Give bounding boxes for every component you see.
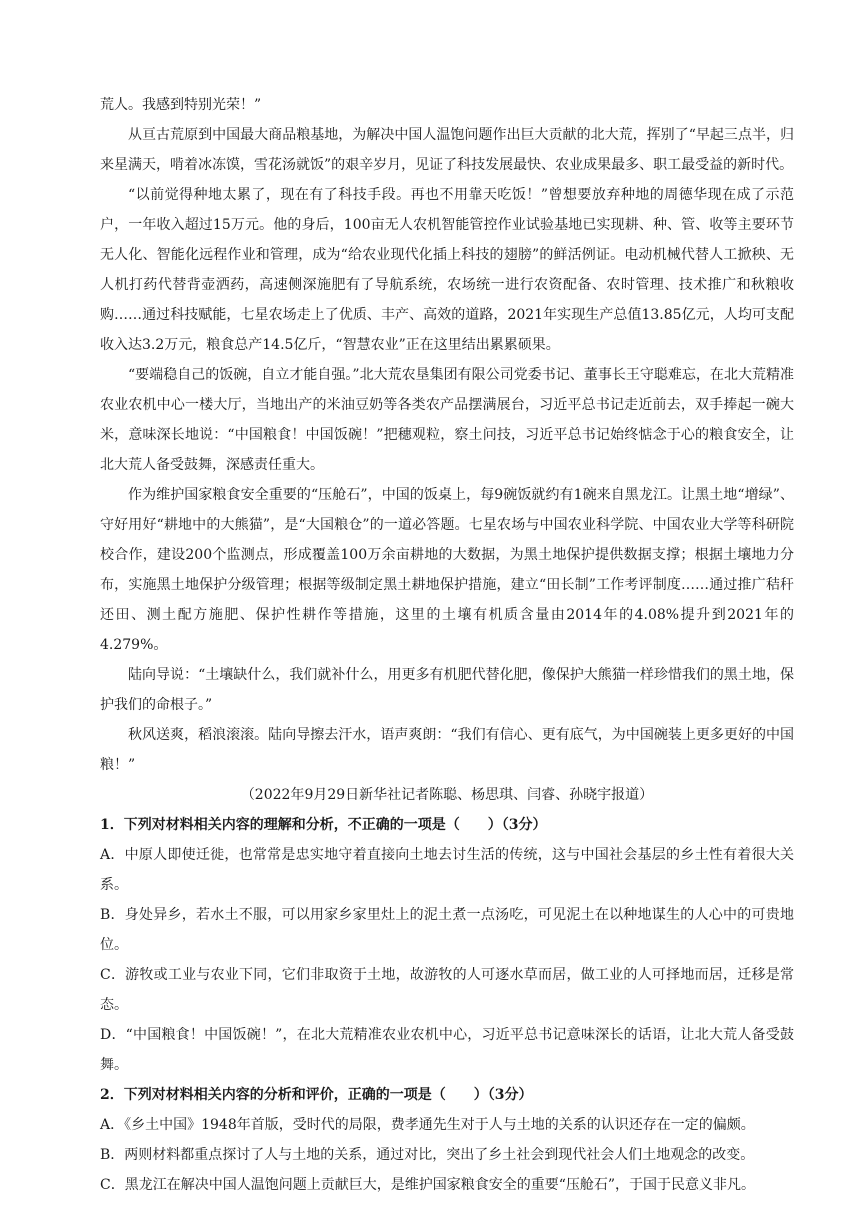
article-paragraph-5: 陆向导说：“土壤缺什么，我们就补什么，用更多有机肥代替化肥，像保护大熊猫一样珍惜我们的黑土地，保护我们的命根子。” xyxy=(100,667,794,713)
question-1-option-c: C．游牧或工业与农业下同，它们非取资于土地，故游牧的人可逐水草而居，做工业的人可择地而居，迁移是常态。 xyxy=(100,967,794,1013)
question-2-option-c: C．黑龙江在解决中国人温饱问题上贡献巨大，是维护国家粮食安全的重要“压舱石”，于国于民意义非凡。 xyxy=(100,1177,756,1193)
article-source: （2022年9月29日新华社记者陈聪、杨思琪、闫睿、孙晓宇报道） xyxy=(240,787,654,803)
question-1-stem: 1．下列对材料相关内容的理解和分析，不正确的一项是（ ）（3分） xyxy=(100,817,547,833)
question-2-option-b: B．两则材料都重点探讨了人与土地的关系，通过对比，突出了乡土社会到现代社会人们土地观念的改变。 xyxy=(100,1147,755,1163)
question-1-option-a: A．中原人即使迁徙，也常常是忠实地守着直接向土地去讨生活的传统，这与中国社会基层的乡土性有着很大关系。 xyxy=(100,847,794,893)
article-paragraph-6: 秋风送爽，稻浪滚滚。陆向导擦去汗水，语声爽朗：“我们有信心、更有底气，为中国碗装上更多更好的中国粮！” xyxy=(100,727,794,773)
article-paragraph-2: “以前觉得种地太累了，现在有了科技手段。再也不用靠天吃饭！”曾想要放弃种地的周德华现在成了示范户，一年收入超过15万元。他的身后，100亩无人农机智能管控作业试验基地已实现耕、种、管、收等主要环节无人化、智能化远程作业和管理，成为“给农业现代化插上科技的翅膀”的鲜活例证。电动机械代替人工掀秧、无人机打药代替背壶洒药，高速侧深施肥有了导航系统，农场统一进行农资配备、农时管理、技术推广和秋粮收购……通过科技赋能，七星农场走上了优质、丰产、高效的道路，2021年实现生产总值13.85亿元，人均可支配收入达3.2万元，粮食总产14.5亿斤，“智慧农业”正在这里结出累累硕果。 xyxy=(100,187,794,353)
question-1-option-d: D．“中国粮食！中国饭碗！”，在北大荒精准农业农机中心，习近平总书记意味深长的话语，让北大荒人备受鼓舞。 xyxy=(100,1027,794,1073)
article-paragraph-1: 从亘古荒原到中国最大商品粮基地，为解决中国人温饱问题作出巨大贡献的北大荒，挥别了“早起三点半，归来星满天，啃着冰冻馍，雪花汤就饭”的艰辛岁月，见证了科技发展最快、农业成果最多、职工最受益的新时代。 xyxy=(100,127,794,173)
article-paragraph-4: 作为维护国家粮食安全重要的“压舱石”，中国的饭桌上，每9碗饭就约有1碗来自黑龙江。让黑土地“增绿”、守好用好“耕地中的大熊猫”，是“大国粮仓”的一道必答题。七星农场与中国农业科学院、中国农业大学等科研院校合作，建设200个监测点，形成覆盖100万余亩耕地的大数据，为黑土地保护提供数据支撑；根据土壤地力分布，实施黑土地保护分级管理；根据等级制定黑土耕地保护措施，建立“田长制”工作考评制度……通过推广秸秆还田、测土配方施肥、保护性耕作等措施，这里的土壤有机质含量由2014年的4.08%提升到2021年的4.279%。 xyxy=(100,487,794,653)
question-1-option-b: B．身处异乡，若水土不服，可以用家乡家里灶上的泥土煮一点汤吃，可见泥土在以种地谋生的人心中的可贵地位。 xyxy=(100,907,794,953)
article-paragraph-0: 荒人。我感到特别光荣！” xyxy=(100,97,262,113)
question-2-option-a: A．《乡土中国》1948年首版，受时代的局限，费孝通先生对于人与土地的关系的认识还存在一定的偏颇。 xyxy=(100,1117,755,1133)
article-paragraph-3: “要端稳自己的饭碗，自立才能自强。”北大荒农垦集团有限公司党委书记、董事长王守聪难忘，在北大荒精准农业农机中心一楼大厅，当地出产的米油豆奶等各类农产品摆满展台，习近平总书记走近前去，双手捧起一碗大米，意味深长地说：“中国粮食！中国饭碗！”把穗观粒，察土问技，习近平总书记始终惦念于心的粮食安全，让北大荒人备受鼓舞，深感责任重大。 xyxy=(100,367,794,473)
question-2-stem: 2．下列对材料相关内容的分析和评价，正确的一项是（ ）（3分） xyxy=(100,1087,533,1103)
